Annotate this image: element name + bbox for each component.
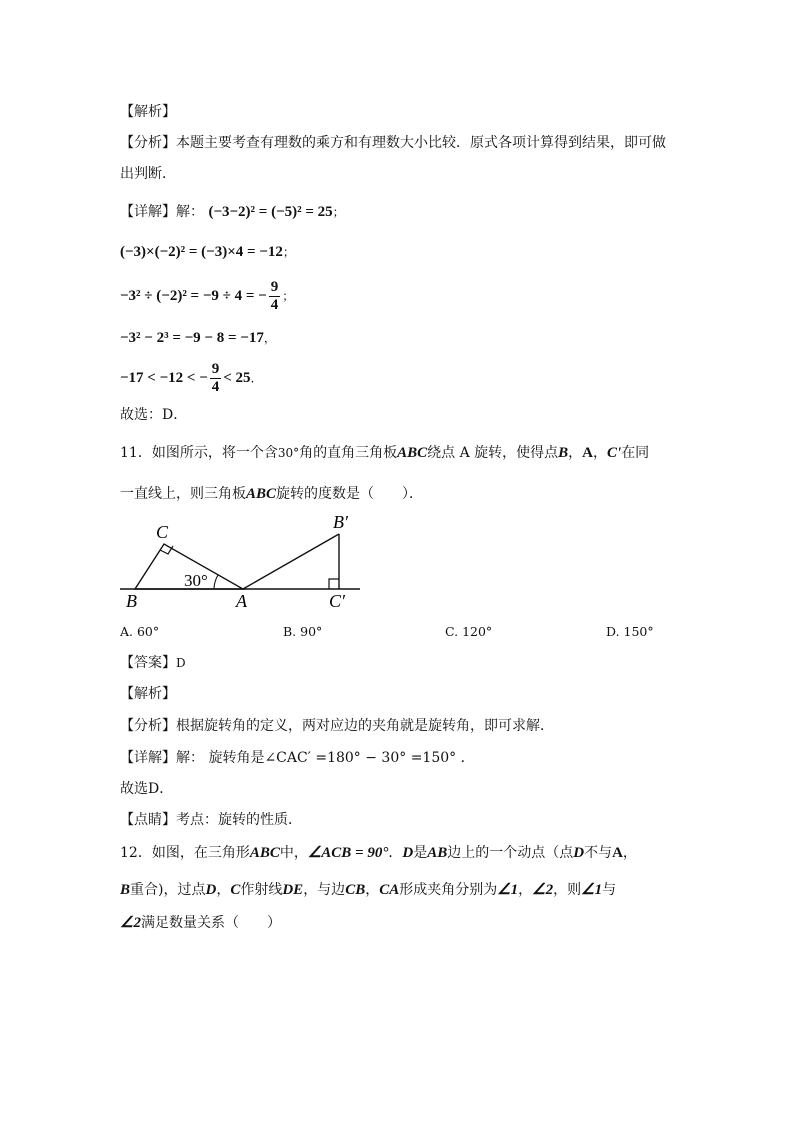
q11-comma: ， [568, 445, 583, 461]
q11-point-c-prime: C' [607, 445, 622, 461]
analysis-header: 【解析】 [120, 104, 176, 120]
q11-point-a: A [582, 445, 593, 461]
label-b: B [126, 591, 137, 611]
xiangjie-label: 【详解】解： [120, 204, 204, 220]
q11-text-c: 绕点 A 旋转，使得点 [427, 445, 559, 461]
q12-point-b: B [120, 882, 131, 898]
q11-abc-2: ABC [246, 486, 277, 502]
equation-4: −3² − 2³ = −9 − 8 = −17 [120, 330, 264, 346]
q12-angle-acb: ∠ACB = 90° [307, 845, 389, 861]
equation-3-line [120, 276, 294, 316]
q12-text-l: ， [365, 882, 380, 898]
q12-angle-2: ∠2 [532, 882, 554, 898]
fraction-denominator: 4 [270, 296, 279, 313]
q12-text-h: 重合)，过点 [130, 882, 206, 898]
label-c-prime: C′ [329, 591, 345, 611]
equation-4-sep: ， [263, 331, 276, 345]
q11-abc: ABC [397, 445, 428, 461]
fraction-numerator: 9 [270, 278, 279, 295]
q12-text-b: 中， [279, 845, 308, 861]
q11-fenxi-line [120, 716, 554, 736]
q11-fenxi-label: 【分析】 [120, 718, 176, 734]
equation-3-sep: ； [282, 289, 295, 303]
answer-label: 【答案】 [120, 655, 176, 671]
angle-arc [214, 575, 218, 589]
q12-ca: CA [379, 882, 400, 898]
option-d: D. 150° [606, 624, 654, 639]
q11-text-d: 在同 [621, 445, 650, 461]
q12-line-1 [120, 843, 637, 863]
dianjing-text: 考点：旋转的性质． [176, 812, 302, 828]
label-c: C [156, 522, 169, 542]
analysis-fenxi-line [120, 133, 666, 153]
option-c: C. 120° [445, 624, 493, 639]
q12-point-a: A [612, 845, 623, 861]
q12-point-d-3: D [205, 882, 217, 898]
segment-ab-prime [243, 534, 339, 589]
q12-text-j: 作射线 [240, 882, 283, 898]
equation-3-lhs: −3² ÷ (−2)² = −9 ÷ 4 = − [120, 288, 267, 304]
q12-angle-1b: ∠1 [581, 882, 603, 898]
q12-point-d: D [402, 845, 414, 861]
q12-point-d-2: D [573, 845, 585, 861]
q11-options [120, 624, 680, 644]
q12-text-c: ． [388, 845, 403, 861]
right-angle-mark-c-prime [329, 579, 339, 589]
q11-text-a: 11．如图所示，将一个含 [120, 445, 278, 461]
q12-text-e: 边上的一个动点（点 [447, 845, 574, 861]
q11-choice: 故选D． [120, 781, 174, 797]
fraction-denominator: 4 [211, 378, 220, 395]
q11-text-f: 旋转的度数是（ ）． [276, 486, 424, 502]
q11-xiangjie-text: 旋转角是∠CAC′ =180° − 30° =150° ． [208, 750, 475, 766]
q12-text-d: 是 [413, 845, 428, 861]
q12-point-c: C [230, 882, 241, 898]
option-b: B. 90° [283, 624, 323, 639]
dianjing-label: 【点睛】 [120, 812, 176, 828]
q11-fenxi-text: 根据旋转角的定义，两对应边的夹角就是旋转角，即可求解． [176, 718, 554, 734]
label-b-prime: B′ [333, 512, 348, 532]
equation-5-lhs: −17 < −12 < − [120, 370, 208, 386]
q12-text-m: 形成夹角分别为 [399, 882, 498, 898]
option-a: A. 60° [120, 624, 160, 639]
q12-angle-2b: ∠2 [120, 915, 141, 931]
q12-line-3 [120, 913, 281, 933]
equation-5-rhs: < 25 [223, 370, 251, 386]
q11-jiexi: 【解析】 [120, 686, 176, 702]
equation-2-line [120, 242, 295, 262]
q12-line-2 [120, 880, 616, 900]
q11-xiangjie-line [120, 748, 475, 768]
q12-text-k: ，与边 [303, 882, 346, 898]
equation-2: (−3)×(−2)² = (−3)×4 = −12 [120, 244, 283, 260]
answer-value: D [176, 656, 186, 670]
equation-5-sep: ． [250, 371, 263, 385]
fraction-numerator: 9 [211, 360, 220, 377]
q11-point-b: B [558, 445, 569, 461]
q12-abc: ABC [249, 845, 280, 861]
q11-text-b: 角的直角三角板 [299, 445, 398, 461]
equation-5-fraction [210, 361, 222, 396]
q11-xiangjie-label: 【详解】解： [120, 750, 204, 766]
equation-1: (−3−2)² = (−5)² = 25 [208, 204, 333, 220]
q12-text-i: ， [216, 882, 231, 898]
q12-de: DE [282, 882, 304, 898]
q12-text-n: ， [518, 882, 533, 898]
q12-angle-1: ∠1 [497, 882, 519, 898]
q11-angle: 30° [277, 446, 300, 460]
fenxi-label: 【分析】 [120, 135, 176, 151]
q11-line-2 [120, 484, 423, 504]
q12-text-p: 与 [602, 882, 617, 898]
equation-2-sep: ； [282, 245, 295, 259]
label-angle-30: 30° [184, 571, 208, 590]
q12-text-o: ，则 [553, 882, 582, 898]
q11-comma-2: ， [593, 445, 607, 461]
q11-answer-line [120, 653, 186, 673]
analysis-choice: 故选：D． [120, 407, 188, 423]
q11-text-e: 一直线上，则三角板 [120, 486, 246, 502]
q12-text-f: 不与 [584, 845, 613, 861]
q12-text-a: 12．如图，在三角形 [120, 845, 250, 861]
equation-5-line [120, 358, 263, 398]
fenxi-text: 本题主要考查有理数的乘方和有理数大小比较．原式各项计算得到结果，即可做 [176, 135, 666, 151]
fenxi-text-continued: 出判断． [120, 166, 176, 182]
q12-text-q: 满足数量关系（ ） [140, 915, 281, 931]
equation-4-line [120, 328, 276, 348]
label-a: A [236, 591, 247, 611]
q12-ab: AB [427, 845, 448, 861]
xiangjie-line-1 [120, 202, 345, 222]
q12-cb: CB [345, 882, 366, 898]
equation-3-fraction [269, 279, 281, 314]
q11-triangle-figure [114, 512, 374, 612]
q11-line-1 [120, 443, 649, 463]
q11-dianjing-line [120, 810, 302, 830]
q12-text-g: ， [622, 845, 637, 861]
equation-1-sep: ； [332, 205, 345, 219]
